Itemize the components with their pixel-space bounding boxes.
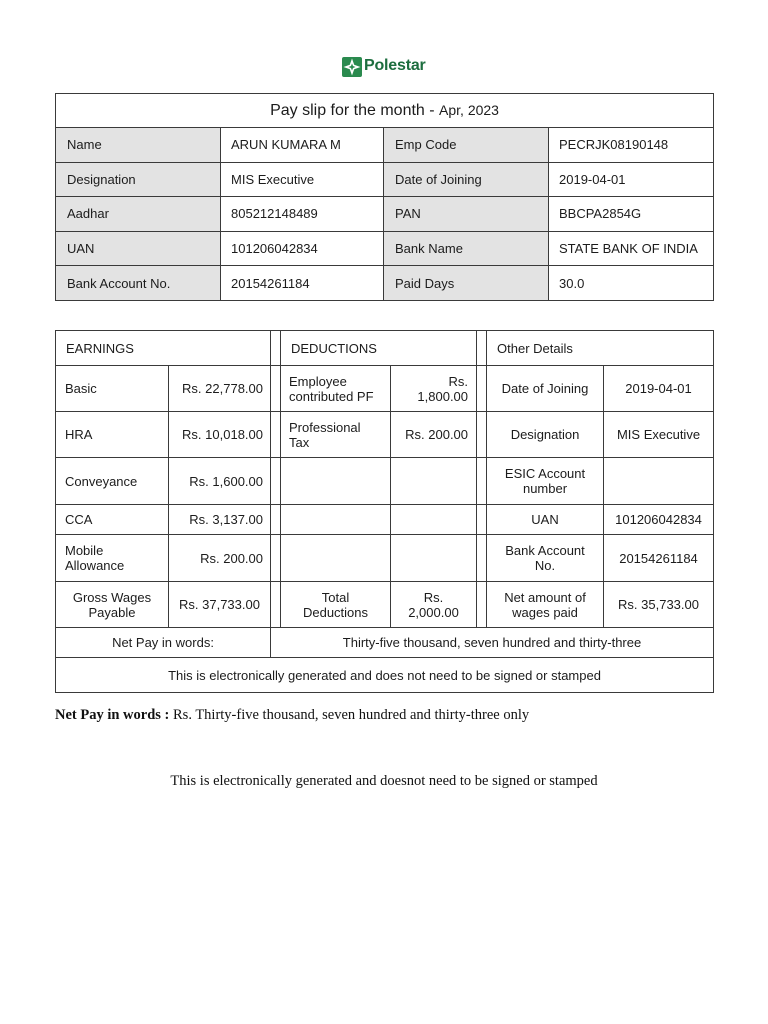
other-label: Bank Account No.: [487, 535, 604, 582]
info-value: MIS Executive: [221, 162, 384, 197]
column-separator: [477, 366, 487, 412]
payslip-title-text: Pay slip for the month -: [270, 102, 440, 119]
earning-value: Rs. 200.00: [169, 535, 271, 582]
employee-info-table: [55, 93, 714, 301]
salary-row: [56, 458, 714, 505]
payslip-title: [56, 94, 714, 128]
column-separator: [271, 582, 281, 628]
electronic-generation-note: This is electronically generated and doesnot need to be signed or stamped: [170, 773, 598, 789]
salary-row: [56, 412, 714, 458]
deduction-value-empty: [391, 505, 477, 535]
info-value: BBCPA2854G: [549, 197, 714, 232]
column-separator: [477, 582, 487, 628]
info-value: ARUN KUMARA M: [221, 128, 384, 163]
salary-row: [56, 535, 714, 582]
info-value: PECRJK08190148: [549, 128, 714, 163]
info-row: [56, 128, 714, 163]
footer-note: This is electronically generated and does not need to be signed or stamped: [56, 658, 714, 693]
deduction-label-empty: [281, 458, 391, 505]
info-label: PAN: [384, 197, 549, 232]
earning-value: Rs. 10,018.00: [169, 412, 271, 458]
footer-note-row: [56, 658, 714, 693]
info-row: [56, 266, 714, 301]
earning-label: HRA: [56, 412, 169, 458]
info-label: Bank Account No.: [56, 266, 221, 301]
column-separator: [271, 331, 281, 366]
info-value: 30.0: [549, 266, 714, 301]
column-separator: [477, 535, 487, 582]
deduction-label-empty: [281, 505, 391, 535]
column-separator: [271, 412, 281, 458]
earning-label: Basic: [56, 366, 169, 412]
info-row: [56, 197, 714, 232]
deduction-label: Employee contributed PF: [281, 366, 391, 412]
info-label: Bank Name: [384, 231, 549, 266]
net-amount-label: Net amount of wages paid: [487, 582, 604, 628]
net-pay-summary-label: Net Pay in words :: [55, 707, 170, 723]
net-pay-summary: [55, 707, 735, 724]
net-pay-words-row: [56, 628, 714, 658]
net-amount-value: Rs. 35,733.00: [604, 582, 714, 628]
salary-header-row: [56, 331, 714, 366]
totals-row: [56, 582, 714, 628]
column-separator: [271, 505, 281, 535]
info-value: 805212148489: [221, 197, 384, 232]
earning-label: Mobile Allowance: [56, 535, 169, 582]
info-label: Date of Joining: [384, 162, 549, 197]
deduction-value: Rs. 1,800.00: [391, 366, 477, 412]
deduction-value-empty: [391, 458, 477, 505]
column-separator: [271, 535, 281, 582]
other-value-empty: [604, 458, 714, 505]
info-value: STATE BANK OF INDIA: [549, 231, 714, 266]
info-row: [56, 231, 714, 266]
other-label: UAN: [487, 505, 604, 535]
column-separator: [477, 458, 487, 505]
salary-row: [56, 366, 714, 412]
deduction-label: Professional Tax: [281, 412, 391, 458]
info-value: 2019-04-01: [549, 162, 714, 197]
info-label: Name: [56, 128, 221, 163]
earning-value: Rs. 1,600.00: [169, 458, 271, 505]
earnings-header: EARNINGS: [56, 331, 271, 366]
deduction-value-empty: [391, 535, 477, 582]
deduction-value: Rs. 200.00: [391, 412, 477, 458]
other-label: Designation: [487, 412, 604, 458]
column-separator: [271, 458, 281, 505]
info-value: 20154261184: [221, 266, 384, 301]
total-deductions-value: Rs. 2,000.00: [391, 582, 477, 628]
column-separator: [477, 505, 487, 535]
earning-value: Rs. 3,137.00: [169, 505, 271, 535]
company-logo: [341, 55, 441, 79]
other-details-header: Other Details: [487, 331, 714, 366]
net-pay-words-label: Net Pay in words:: [56, 628, 271, 658]
logo-text: Polestar: [364, 57, 426, 74]
salary-table: [55, 330, 714, 693]
other-value: 20154261184: [604, 535, 714, 582]
total-deductions-label: Total Deductions: [281, 582, 391, 628]
column-separator: [477, 412, 487, 458]
column-separator: [271, 366, 281, 412]
earning-label: Conveyance: [56, 458, 169, 505]
column-separator: [477, 331, 487, 366]
polestar-logo-icon: [341, 56, 363, 78]
payslip-month: Apr, 2023: [439, 102, 499, 118]
info-label: Aadhar: [56, 197, 221, 232]
other-value: MIS Executive: [604, 412, 714, 458]
earning-value: Rs. 22,778.00: [169, 366, 271, 412]
info-label: Emp Code: [384, 128, 549, 163]
info-row: [56, 162, 714, 197]
net-pay-summary-value: Rs. Thirty-five thousand, seven hundred and thirty-three only: [169, 707, 530, 723]
deduction-label-empty: [281, 535, 391, 582]
salary-row: [56, 505, 714, 535]
title-row: [56, 94, 714, 128]
other-value: 2019-04-01: [604, 366, 714, 412]
info-value: 101206042834: [221, 231, 384, 266]
other-label: ESIC Account number: [487, 458, 604, 505]
info-label: Paid Days: [384, 266, 549, 301]
deductions-header: DEDUCTIONS: [281, 331, 477, 366]
gross-wages-label: Gross Wages Payable: [56, 582, 169, 628]
net-pay-words-value: Thirty-five thousand, seven hundred and thirty-three: [271, 628, 714, 658]
other-label: Date of Joining: [487, 366, 604, 412]
gross-wages-value: Rs. 37,733.00: [169, 582, 271, 628]
earning-label: CCA: [56, 505, 169, 535]
info-label: UAN: [56, 231, 221, 266]
info-label: Designation: [56, 162, 221, 197]
other-value: 101206042834: [604, 505, 714, 535]
